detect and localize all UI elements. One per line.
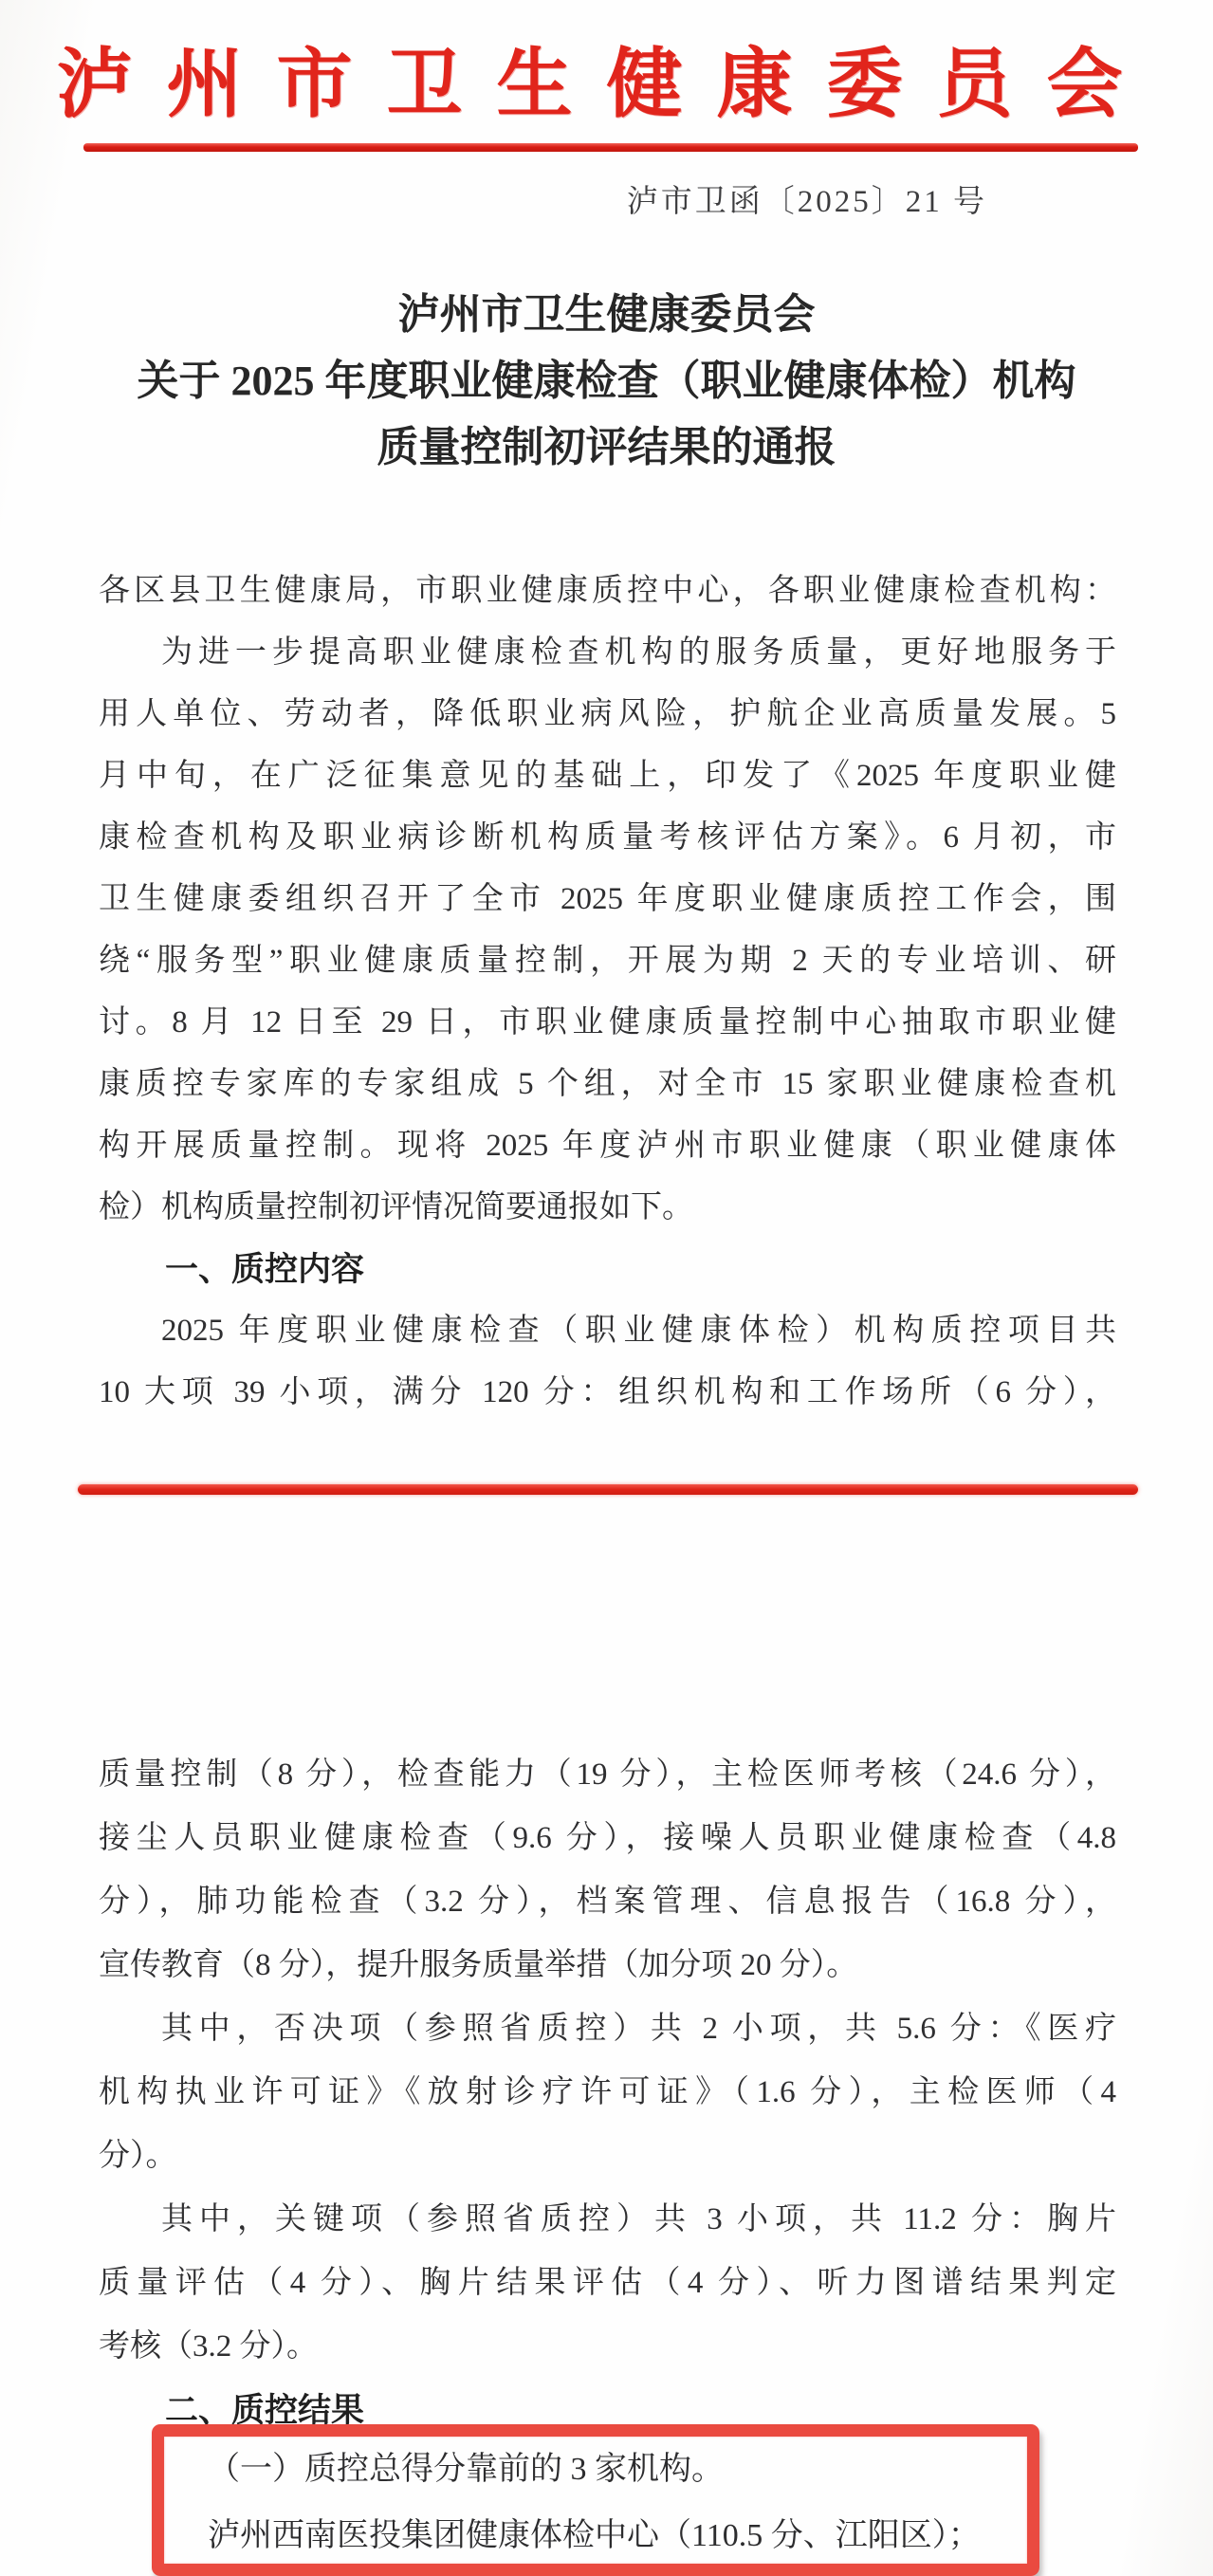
body-line: 卫生健康委组织召开了全市 2025 年度职业健康质控工作会，围 [99, 882, 1116, 916]
body-line: 检）机构质量控制初评情况简要通报如下。 [99, 1190, 693, 1224]
body-line: 为进一步提高职业健康检查机构的服务质量，更好地服务于 [161, 635, 1116, 670]
body-line: 其中，否决项（参照省质控）共 2 小项，共 5.6 分：《医疗 [161, 2012, 1116, 2046]
highlight-annotation-box [152, 2424, 1039, 2576]
page-break-red-line [78, 1484, 1138, 1495]
body-line: 质量控制（8 分），检查能力（19 分），主检医师考核（24.6 分）， [99, 1757, 1116, 1792]
body-line: 分），肺功能检查（3.2 分），档案管理、信息报告（16.8 分）， [99, 1885, 1116, 1919]
body-line: 机构执业许可证》《放射诊疗许可证》（1.6 分），主检医师（4 [99, 2075, 1116, 2109]
body-line: 质量评估（4 分）、胸片结果评估（4 分）、听力图谱结果判定 [99, 2266, 1116, 2300]
highlight-institution-line: 泸州西南医投集团健康体检中心（110.5 分、江阳区）； [208, 2518, 981, 2553]
document-title-line: 质量控制初评结果的通报 [377, 424, 836, 470]
body-line: 讨。8 月 12 日至 29 日，市职业健康质量控制中心抽取市职业健 [99, 1005, 1116, 1040]
body-section-page1 [99, 561, 1116, 1424]
body-line: 各区县卫生健康局，市职业健康质控中心，各职业健康检查机构： [99, 574, 1116, 608]
document-number: 泸市卫函〔2025〕21 号 [626, 185, 987, 219]
body-line: 分）。 [99, 2139, 177, 2173]
letterhead-title: 泸州市卫生健康委员会 [56, 44, 1157, 127]
body-line: 构开展质量控制。现将 2025 年度泸州市职业健康（职业健康体 [99, 1129, 1116, 1163]
body-section-page2 [99, 1743, 1116, 2442]
body-line: 考核（3.2 分）。 [99, 2329, 318, 2364]
letterhead-divider-line [83, 143, 1138, 152]
body-line: 接尘人员职业健康检查（9.6 分），接噪人员职业健康检查（4.8 [99, 1821, 1116, 1855]
body-line: 其中，关键项（参照省质控）共 3 小项，共 11.2 分：胸片 [161, 2202, 1116, 2236]
body-line: 绕“服务型”职业健康质量控制，开展为期 2 天的专业培训、研 [99, 944, 1116, 978]
body-line: 2025 年度职业健康检查（职业健康体检）机构质控项目共 [161, 1314, 1116, 1348]
body-line: 10 大项 39 小项，满分 120 分：组织机构和工作场所（6 分）， [99, 1375, 1116, 1409]
body-line: 康检查机构及职业病诊断机构质量考核评估方案》。6 月初，市 [99, 820, 1116, 855]
body-line: 用人单位、劳动者，降低职业病风险，护航企业高质量发展。5 [99, 697, 1116, 731]
body-line: 月中旬，在广泛征集意见的基础上，印发了《2025 年度职业健 [99, 759, 1116, 793]
document-title-line: 关于 2025 年度职业健康检查（职业健康体检）机构 [137, 358, 1076, 404]
body-line: 宣传教育（8 分），提升服务质量举措（加分项 20 分）。 [99, 1948, 858, 1982]
body-line: 康质控专家库的专家组成 5 个组，对全市 15 家职业健康检查机 [99, 1067, 1116, 1101]
highlight-subheading: （一）质控总得分靠前的 3 家机构。 [208, 2452, 724, 2487]
document-title [0, 282, 1213, 481]
document-title-line: 泸州市卫生健康委员会 [397, 291, 816, 338]
section-heading: 二、质控结果 [165, 2392, 365, 2429]
section-heading: 一、质控内容 [165, 1251, 365, 1288]
